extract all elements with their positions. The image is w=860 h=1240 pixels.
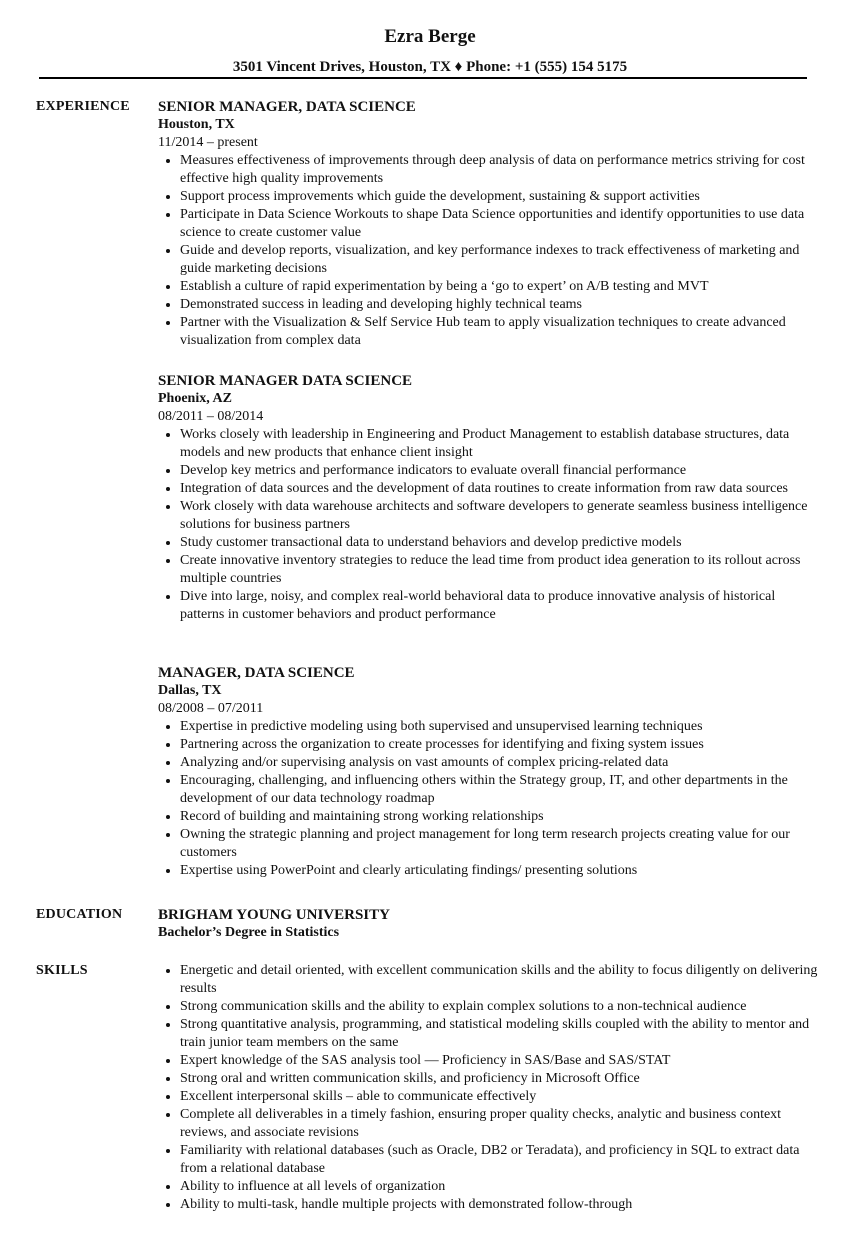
bullet-item: • Analyzing and/or supervising analysis on vast amounts of complex pricing-related data [180,754,818,772]
bullet-item: • Develop key metrics and performance indicators to evaluate overall financial performance [180,462,818,480]
bullet-item: • Energetic and detail oriented, with excellent communication skills and the ability to focus diligently on delivering results [180,962,818,998]
job-title: MANAGER, DATA SCIENCE [158,665,355,681]
education-entry [158,906,818,942]
bullet-item: • Familiarity with relational databases (such as Oracle, DB2 or Teradata), and proficiency in SQL to extract data from a relational database [180,1142,818,1178]
bullet-item: • Ability to multi-task, handle multiple projects with demonstrated follow-through [180,1196,818,1214]
job-entry-1 [158,98,818,350]
job-bullets [158,152,818,350]
bullet-item: • Owning the strategic planning and project management for long term research projects creating value for our customers [180,826,818,862]
bullet-item: • Participate in Data Science Workouts to shape Data Science opportunities and identify opportunities to use data science to create customer value [180,206,818,242]
bullet-item: • Record of building and maintaining strong working relationships [180,808,818,826]
job-location: Phoenix, AZ [158,391,232,406]
bullet-item: • Establish a culture of rapid experimentation by being a ‘go to expert’ on A/B testing and MVT [180,278,818,296]
skills-entry [158,962,818,1214]
bullet-item: • Expert knowledge of the SAS analysis tool — Proficiency in SAS/Base and SAS/STAT [180,1052,818,1070]
skills-list [158,962,818,1214]
bullet-item: • Partner with the Visualization & Self Service Hub team to apply visualization techniques to create advanced visualization from complex data [180,314,818,350]
job-location: Houston, TX [158,117,235,132]
bullet-item: • Ability to influence at all levels of organization [180,1178,818,1196]
job-title: SENIOR MANAGER DATA SCIENCE [158,373,413,389]
experience-section-label: EXPERIENCE [36,99,130,114]
bullet-item: • Encouraging, challenging, and influencing others within the Strategy group, IT, and other departments in the development of our data technology roadmap [180,772,818,808]
job-bullets [158,426,818,624]
bullet-item: • Strong oral and written communication skills, and proficiency in Microsoft Office [180,1070,818,1088]
degree: Bachelor’s Degree in Statistics [158,925,340,940]
job-dates: 08/2008 – 07/2011 [158,701,264,716]
job-dates: 08/2011 – 08/2014 [158,409,264,424]
school-name: BRIGHAM YOUNG UNIVERSITY [158,907,390,923]
job-title: SENIOR MANAGER, DATA SCIENCE [158,99,416,115]
bullet-item: • Study customer transactional data to understand behaviors and develop predictive models [180,534,818,552]
header-divider [39,77,807,79]
bullet-item: • Dive into large, noisy, and complex real-world behavioral data to produce innovative analysis of historical patterns in customer behaviors and product performance [180,588,818,624]
job-entry-3 [158,664,818,880]
bullet-item: • Strong quantitative analysis, programming, and statistical modeling skills coupled with the ability to mentor and train junior team members on the same [180,1016,818,1052]
bullet-item: • Demonstrated success in leading and developing highly technical teams [180,296,818,314]
bullet-item: • Measures effectiveness of improvements through deep analysis of data on performance metrics striving for cost effective high quality improvements [180,152,818,188]
bullet-item: • Support process improvements which guide the development, sustaining & support activities [180,188,818,206]
bullet-item: • Works closely with leadership in Engineering and Product Management to establish database structures, data models and new products that enhance client insight [180,426,818,462]
bullet-item: • Partnering across the organization to create processes for identifying and fixing system issues [180,736,818,754]
contact-line: 3501 Vincent Drives, Houston, TX ♦ Phone: +1 (555) 154 5175 [232,59,628,75]
job-location: Dallas, TX [158,683,222,698]
bullet-item: • Strong communication skills and the ability to explain complex solutions to a non-technical audience [180,998,818,1016]
bullet-item: • Excellent interpersonal skills – able to communicate effectively [180,1088,818,1106]
bullet-item: • Complete all deliverables in a timely fashion, ensuring proper quality checks, analytic and business context reviews, and associate revisions [180,1106,818,1142]
job-entry-2 [158,372,818,624]
bullet-item: • Expertise in predictive modeling using both supervised and unsupervised learning techniques [180,718,818,736]
resume-name: Ezra Berge [384,26,476,47]
bullet-item: • Integration of data sources and the development of data routines to create information from raw data sources [180,480,818,498]
bullet-item: • Create innovative inventory strategies to reduce the lead time from product idea generation to its rollout across multiple countries [180,552,818,588]
job-dates: 11/2014 – present [158,135,258,150]
bullet-item: • Expertise using PowerPoint and clearly articulating findings/ presenting solutions [180,862,818,880]
skills-section-label: SKILLS [36,963,88,978]
education-section-label: EDUCATION [36,907,123,922]
bullet-item: • Guide and develop reports, visualization, and key performance indexes to track effectiveness of marketing and guide marketing decisions [180,242,818,278]
job-bullets [158,718,818,880]
bullet-item: • Work closely with data warehouse architects and software developers to generate seamless business intelligence solutions for business partners [180,498,818,534]
